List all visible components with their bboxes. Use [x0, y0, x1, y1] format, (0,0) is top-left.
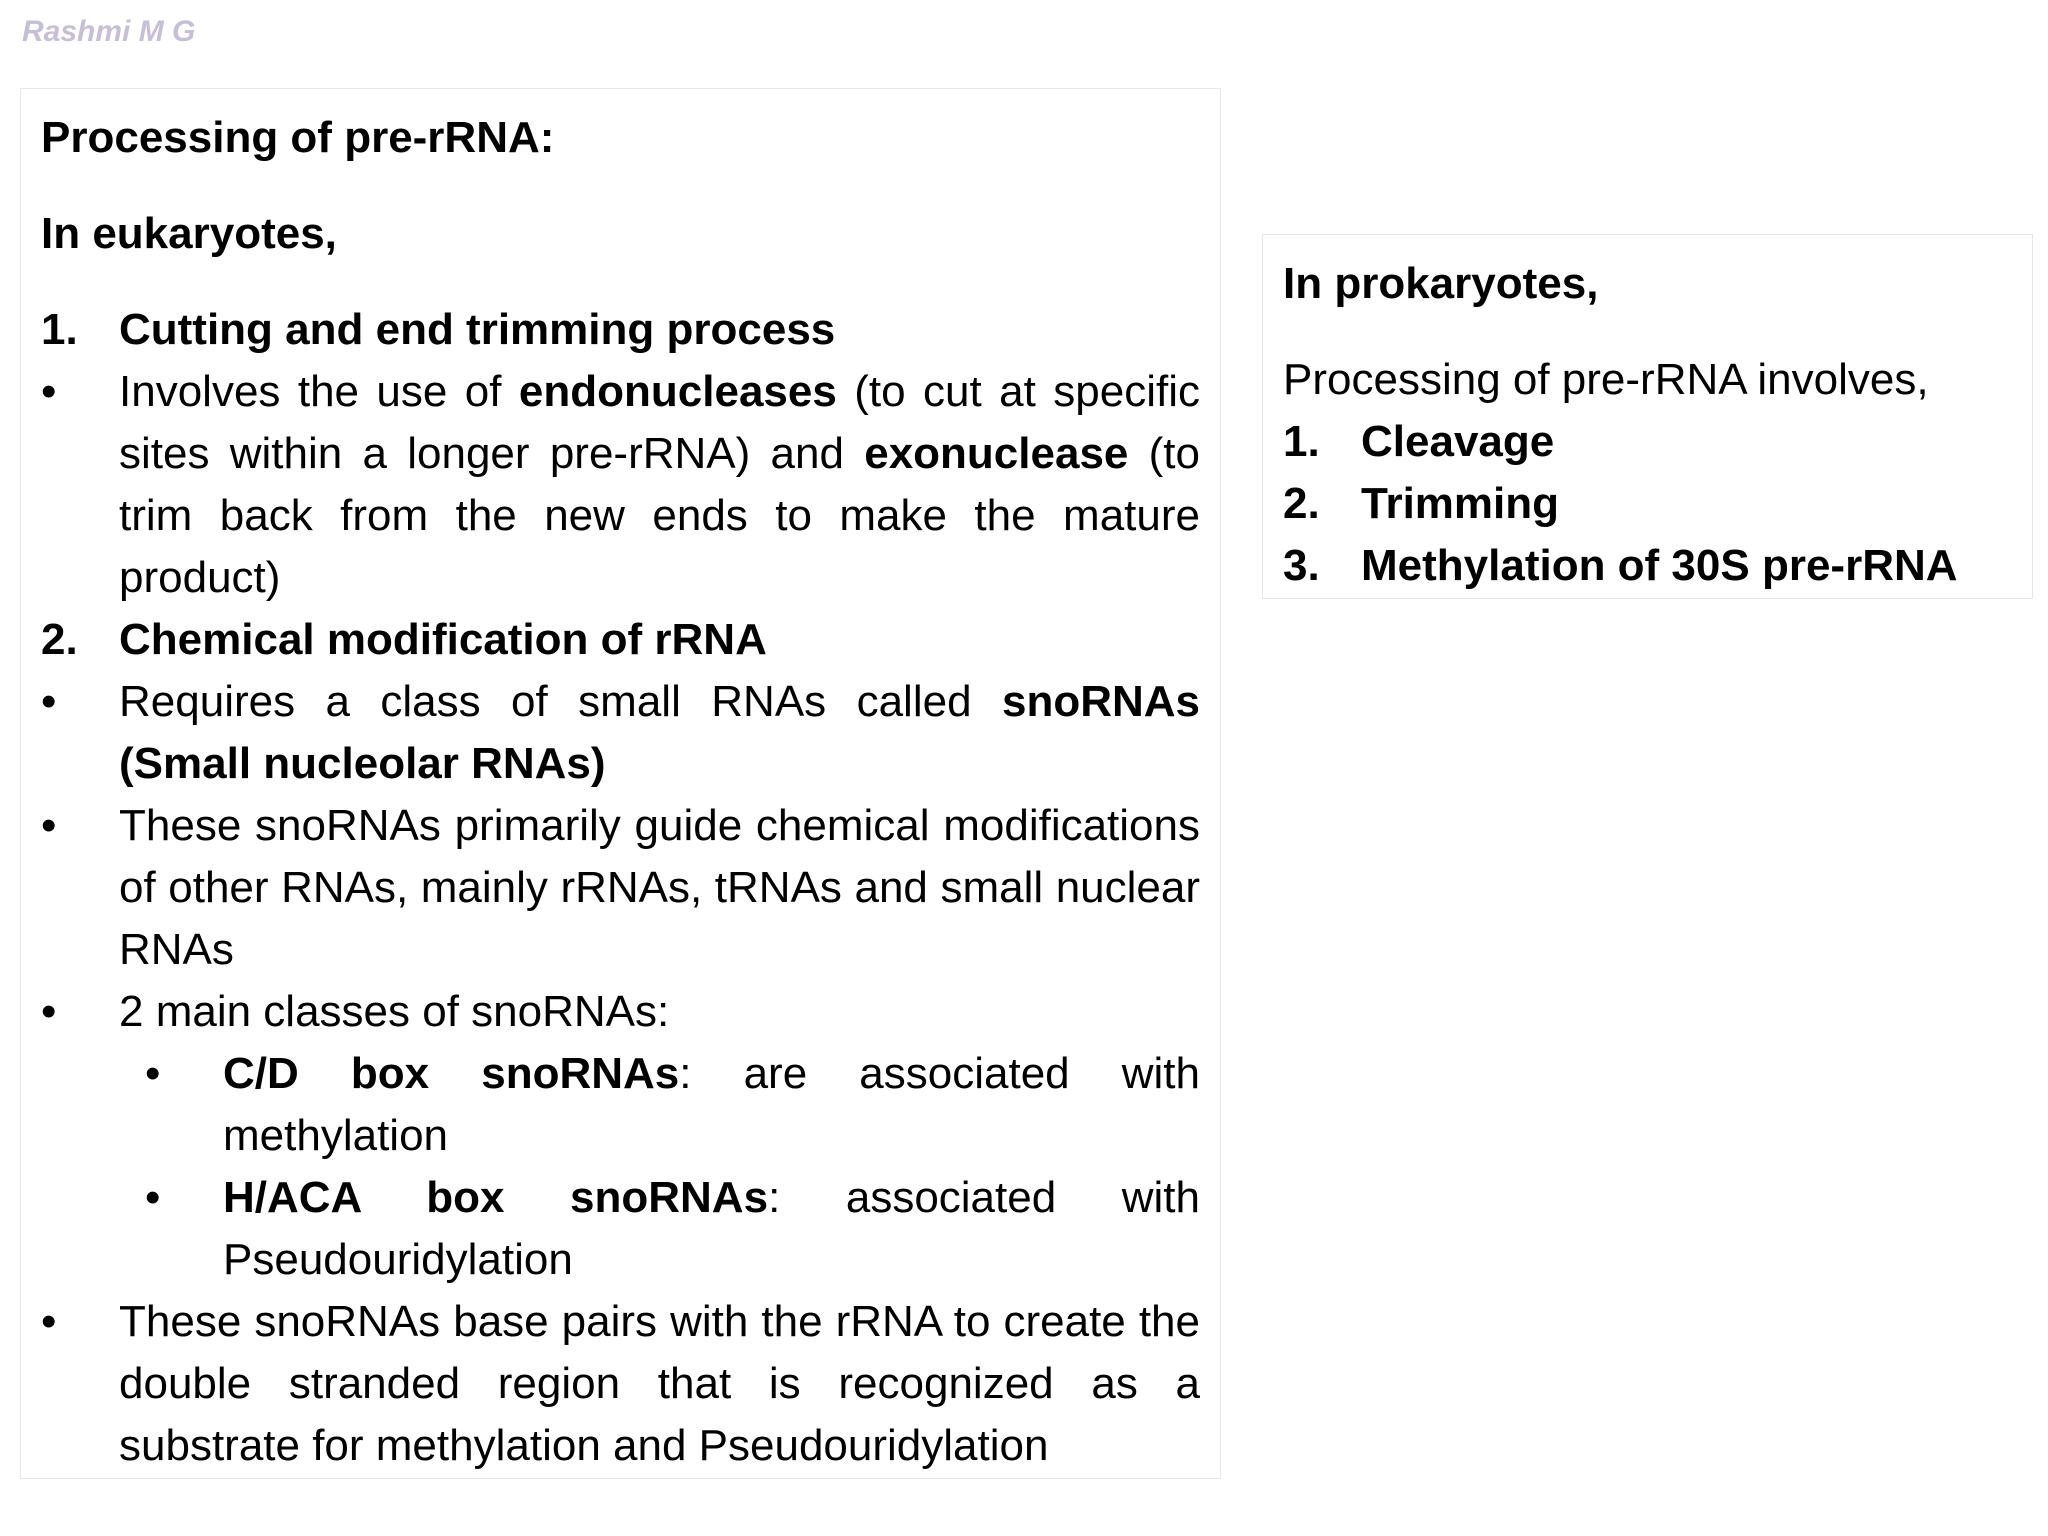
bullet-icon: • [41, 677, 57, 726]
sub-list-item [41, 1167, 1200, 1291]
bullet-icon: • [145, 1049, 161, 1098]
list-item [1283, 473, 2012, 535]
snorna-classes-text: 2 main classes of snoRNAs: [119, 987, 670, 1036]
text-run: : are associated with methylation [223, 1049, 1200, 1160]
list-item [1283, 411, 2012, 473]
text-run: (to cut at specific sites within a longer pre-rRNA) and [119, 367, 1200, 478]
bullet-icon: • [41, 801, 57, 850]
bullet-icon: • [41, 987, 57, 1036]
author-watermark: Rashmi M G [22, 15, 196, 48]
bullet-icon: • [41, 1297, 57, 1346]
snorna-bullet-text [119, 671, 1200, 795]
eukaryotes-textbox [20, 88, 1221, 1479]
prokaryotes-heading: In prokaryotes, [1283, 259, 1599, 308]
bullet-icon: • [41, 367, 57, 416]
endonuclease-bullet-text [119, 361, 1200, 609]
list-item [41, 981, 1200, 1043]
section-1-heading-row [41, 299, 1200, 361]
bold-term: exonuclease [864, 429, 1129, 478]
section-1-number: 1. [41, 305, 78, 354]
methylation-label: Methylation of 30S pre-rRNA [1361, 541, 1958, 590]
list-item [41, 795, 1200, 981]
section-1-heading: Cutting and end trimming process [119, 305, 836, 354]
bold-term: endonucleases [518, 367, 837, 416]
page-title: Processing of pre-rRNA: [41, 113, 555, 162]
prokaryotes-intro: Processing of pre-rRNA involves, [1283, 355, 1929, 404]
list-item [1283, 535, 2012, 597]
item-number: 1. [1283, 417, 1320, 466]
haca-box-text [223, 1167, 1200, 1291]
section-2-heading-row [41, 609, 1200, 671]
section-2-number: 2. [41, 615, 78, 664]
prokaryotes-textbox [1262, 234, 2033, 599]
text-run: Requires a class of small RNAs called [119, 677, 1002, 726]
text-run: (to trim back from the new ends to make the mature product) [119, 429, 1201, 602]
base-pair-text: These snoRNAs base pairs with the rRNA to create the double stranded region that is recognized as a substrate for methylation and Pseudouridylation [119, 1297, 1200, 1470]
text-run: Involves the use of [119, 367, 519, 416]
bold-term: H/ACA box snoRNAs [223, 1173, 769, 1222]
bullet-icon: • [145, 1173, 161, 1222]
text-run: : associated with Pseudouridylation [223, 1173, 1200, 1284]
bold-term: snoRNAs (Small nucleolar RNAs) [119, 677, 1200, 788]
trimming-label: Trimming [1361, 479, 1560, 528]
item-number: 3. [1283, 541, 1320, 590]
cleavage-label: Cleavage [1361, 417, 1555, 466]
snorna-guide-text: These snoRNAs primarily guide chemical modifications of other RNAs, mainly rRNAs, tRNAs and small nuclear RNAs [119, 801, 1200, 974]
list-item [41, 1291, 1200, 1477]
section-2-heading: Chemical modification of rRNA [119, 615, 767, 664]
bold-term: C/D box snoRNAs [223, 1049, 680, 1098]
list-item [41, 361, 1200, 609]
list-item [41, 671, 1200, 795]
eukaryotes-heading: In eukaryotes, [41, 209, 337, 258]
cd-box-text [223, 1043, 1200, 1167]
item-number: 2. [1283, 479, 1320, 528]
sub-list-item [41, 1043, 1200, 1167]
